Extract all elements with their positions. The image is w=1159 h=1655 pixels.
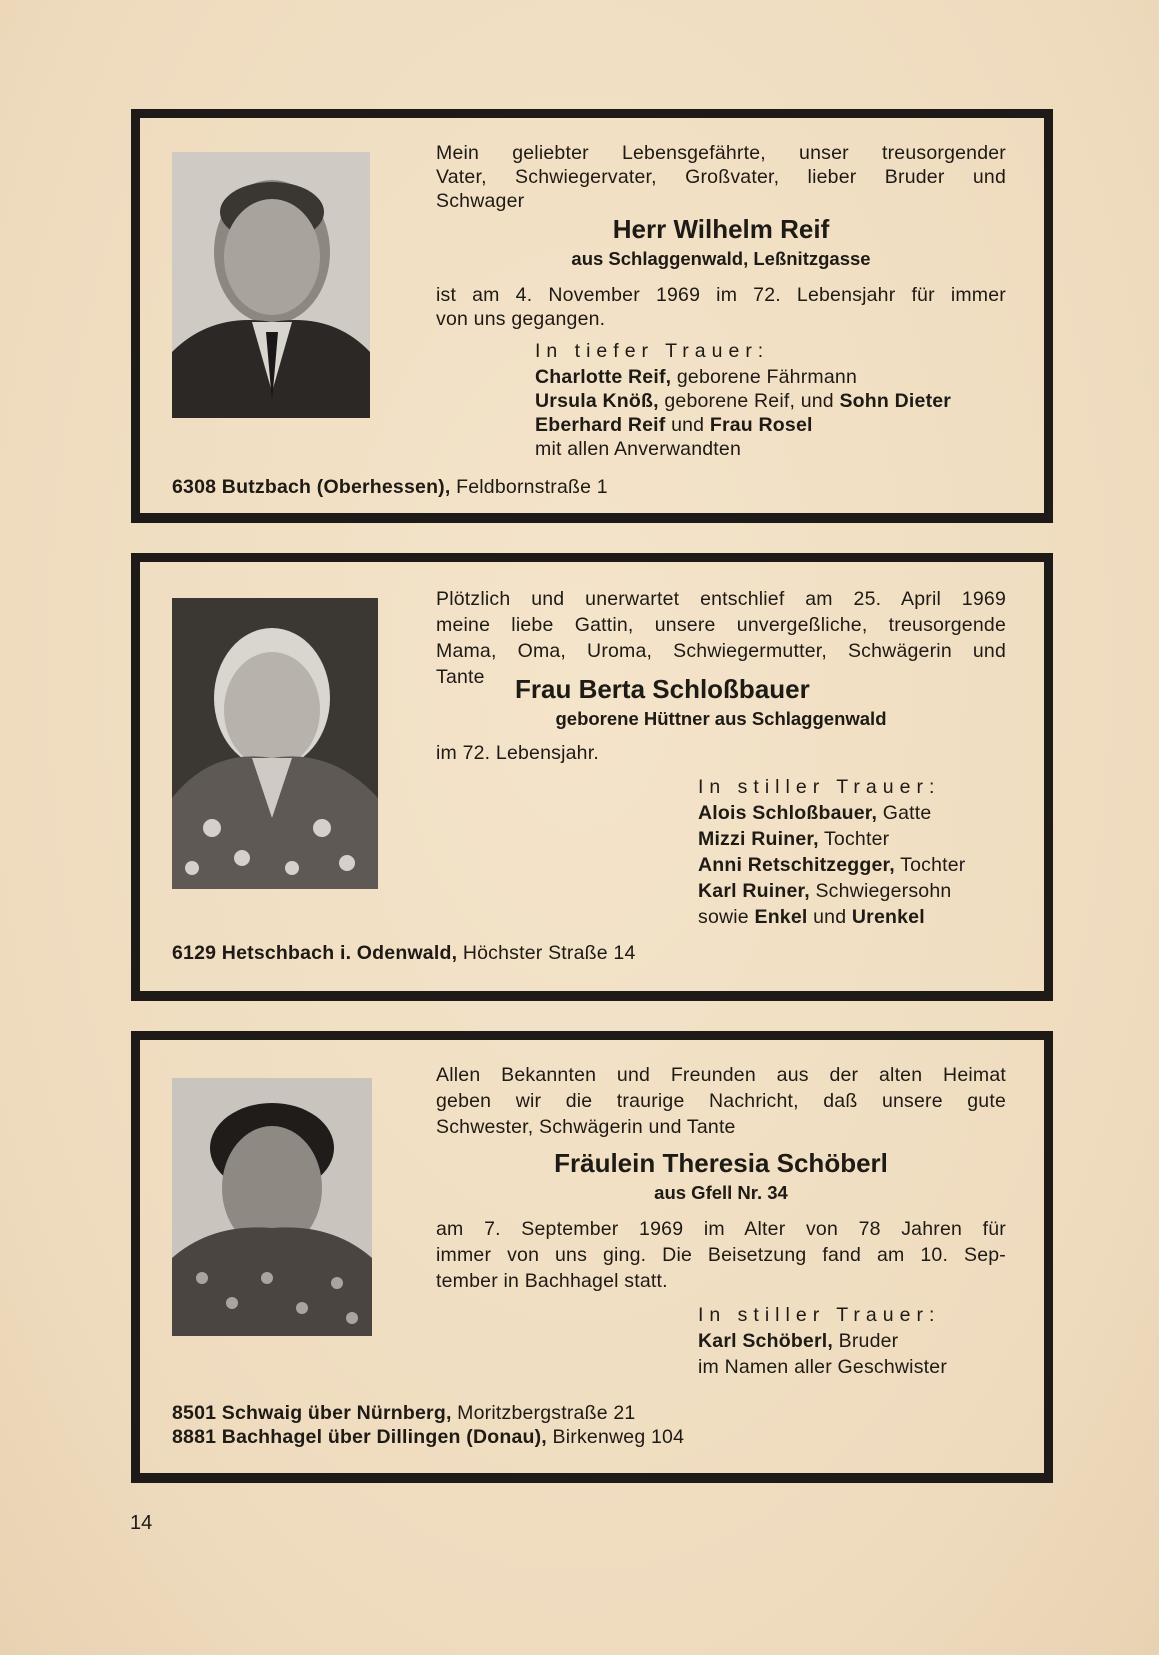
body-line: tember in Bachhagel statt. — [436, 1270, 668, 1292]
mourning-heading: In stiller Trauer: — [698, 776, 941, 798]
page-number: 14 — [130, 1512, 153, 1534]
mourner-line: mit allen Anverwandten — [535, 438, 742, 460]
address-line: 8881 Bachhagel über Dillingen (Donau), Birkenweg 104 — [172, 1426, 685, 1448]
body-line: am 7. September 1969 im Alter von 78 Jahren für — [436, 1218, 1006, 1240]
address-line: 6308 Butzbach (Oberhessen), Feldbornstraße 1 — [172, 476, 608, 498]
address-line: 6129 Hetschbach i. Odenwald, Höchster Straße 14 — [172, 942, 636, 964]
intro-line: Mein geliebter Lebensgefährte, unser treusorgender — [436, 142, 1006, 164]
portrait-photo — [172, 1078, 372, 1336]
mourner-line: Eberhard Reif und Frau Rosel — [535, 414, 813, 436]
intro-line: Plötzlich und unerwartet entschlief am 25. April 1969 — [436, 588, 1006, 610]
intro-line: Mama, Oma, Uroma, Schwiegermutter, Schwägerin und — [436, 640, 1006, 662]
body-line: von uns gegangen. — [436, 308, 606, 330]
death-notice-theresia-schoeberl — [131, 1031, 1053, 1483]
deceased-name: Fräulein Theresia Schöberl — [554, 1148, 888, 1178]
mourner-line: Charlotte Reif, geborene Fährmann — [535, 366, 857, 388]
intro-line: Allen Bekannten und Freunden aus der alten Heimat — [436, 1064, 1006, 1086]
deceased-origin: aus Schlaggenwald, Leßnitzgasse — [571, 248, 871, 269]
intro-line: Schwester, Schwägerin und Tante — [436, 1116, 736, 1138]
mourner-line: Karl Schöberl, Bruder — [698, 1330, 899, 1352]
intro-line: Vater, Schwiegervater, Großvater, lieber Bruder und — [436, 166, 1006, 188]
mourner-line: Karl Ruiner, Schwiegersohn — [698, 880, 952, 902]
mourning-heading: In tiefer Trauer: — [535, 340, 770, 362]
death-notice-wilhelm-reif — [131, 109, 1053, 523]
deceased-name: Frau Berta Schloßbauer — [515, 674, 810, 704]
deceased-origin: geborene Hüttner aus Schlaggenwald — [555, 708, 887, 729]
mourner-line: Anni Retschitzegger, Tochter — [698, 854, 966, 876]
body-line: immer von uns ging. Die Beisetzung fand am 10. Sep- — [436, 1244, 1006, 1266]
death-notice-berta-schlossbauer — [131, 553, 1053, 1001]
deceased-name: Herr Wilhelm Reif — [612, 214, 830, 244]
body-line: im 72. Lebensjahr. — [436, 742, 599, 764]
deceased-origin: aus Gfell Nr. 34 — [654, 1182, 788, 1203]
mourner-line: sowie Enkel und Urenkel — [698, 906, 925, 928]
intro-line: meine liebe Gattin, unsere unvergeßliche, treusorgende — [436, 614, 1006, 636]
mourning-heading: In stiller Trauer: — [698, 1304, 941, 1326]
intro-line: geben wir die traurige Nachricht, daß unsere gute — [436, 1090, 1006, 1112]
mourner-line: im Namen aller Geschwister — [698, 1356, 948, 1378]
intro-line: Schwager — [436, 190, 525, 212]
address-line: 8501 Schwaig über Nürnberg, Moritzbergstraße 21 — [172, 1402, 636, 1424]
portrait-photo — [172, 598, 378, 889]
mourner-line: Alois Schloßbauer, Gatte — [698, 802, 932, 824]
mourner-line: Ursula Knöß, geborene Reif, und Sohn Dieter — [535, 390, 952, 412]
mourner-line: Mizzi Ruiner, Tochter — [698, 828, 890, 850]
portrait-photo — [172, 152, 370, 418]
intro-tail: Tante — [436, 666, 485, 688]
body-line: ist am 4. November 1969 im 72. Lebensjahr für immer — [436, 284, 1006, 306]
